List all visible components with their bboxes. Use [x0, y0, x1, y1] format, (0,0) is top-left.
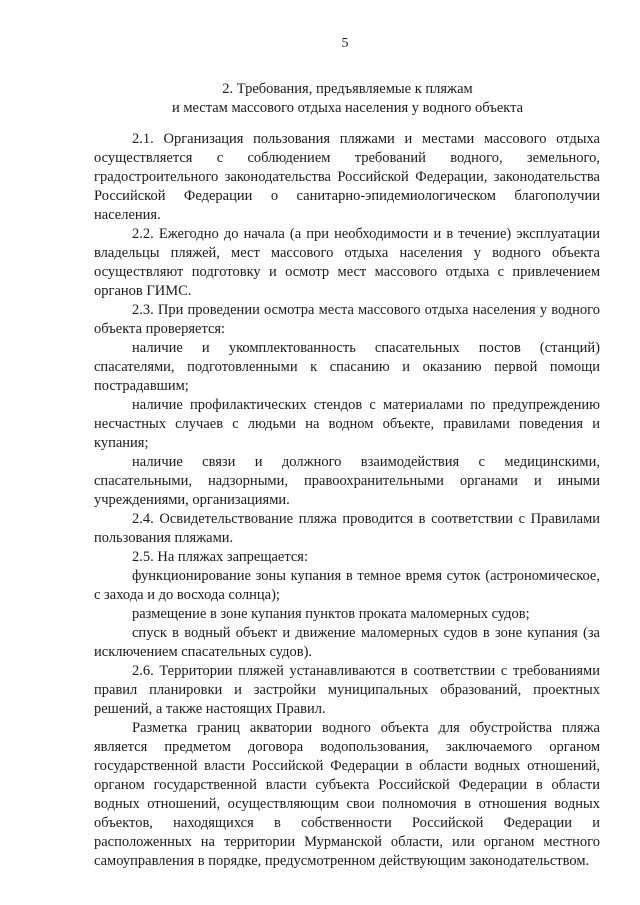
paragraph-2-5: 2.5. На пляжах запрещается:	[132, 549, 309, 565]
list-item-communication: наличие связи и должного взаимодействия с медицинскими, спасательными, надзорными, правоохранительными органами и иными учреждениями, организациями.	[94, 454, 600, 508]
paragraph-2-6: 2.6. Территории пляжей устанавливаются в соответствии с требованиями правил планировки и застройки муниципальных образований, проектных решений, а также настоящих Правил.	[94, 663, 600, 717]
paragraph-2-3: 2.3. При проведении осмотра места массового отдыха населения у водного объекта проверяется:	[94, 302, 600, 337]
list-item-night-swimming: функционирование зоны купания в темное время суток (астрономическое, с захода и до восхода солнца);	[94, 568, 600, 603]
document-body	[94, 130, 600, 871]
list-item-boat-rental: размещение в зоне купания пунктов проката маломерных судов;	[132, 606, 530, 622]
list-item-rescue-posts: наличие и укомплектованность спасательных постов (станций) спасателями, подготовленными к спасанию и оказанию первой помощи пострадавшим;	[94, 340, 600, 394]
section-heading	[90, 80, 605, 118]
section-heading-line-1: 2. Требования, предъявляемые к пляжам	[222, 81, 473, 97]
paragraph-water-area-marking: Разметка границ акватории водного объекта для обустройства пляжа является предметом договора водопользования, заключаемого органом государственной власти Российской Федерации в области водных отношений, органом государственной власти субъекта Российской Федерации в области водных отношений, осуществляющим свои полномочия в отношения водных объектов, находящихся в собственности Российской Федерации и расположенных на территории Мурманской области, или органом местного самоуправления в порядке, предусмотренном действующим законодательством.	[94, 720, 600, 869]
section-heading-line-2: и местам массового отдыха населения у водного объекта	[171, 100, 524, 116]
paragraph-2-2: 2.2. Ежегодно до начала (а при необходимости и в течение) эксплуатации владельцы пляжей, мест массового отдыха населения у водного объекта осуществляют подготовку и осмотр мест массового отдыха с привлечением органов ГИМС.	[94, 226, 600, 299]
paragraph-2-4: 2.4. Освидетельствование пляжа проводится в соответствии с Правилами пользования пляжами.	[94, 511, 600, 546]
list-item-prevention-stands: наличие профилактических стендов с материалами по предупреждению несчастных случаев с людьми на водном объекте, правилами поведения и купания;	[94, 397, 600, 451]
page-number: 5	[341, 36, 349, 51]
paragraph-2-1: 2.1. Организация пользования пляжами и местами массового отдыха осуществляется с соблюдением требований водного, земельного, градостроительного законодательства Российской Федерации, законодательства Российской Федерации о санитарно-эпидемиологическом благополучии населения.	[94, 131, 600, 223]
list-item-boat-movement: спуск в водный объект и движение маломерных судов в зоне купания (за исключением спасательных судов).	[94, 625, 600, 660]
